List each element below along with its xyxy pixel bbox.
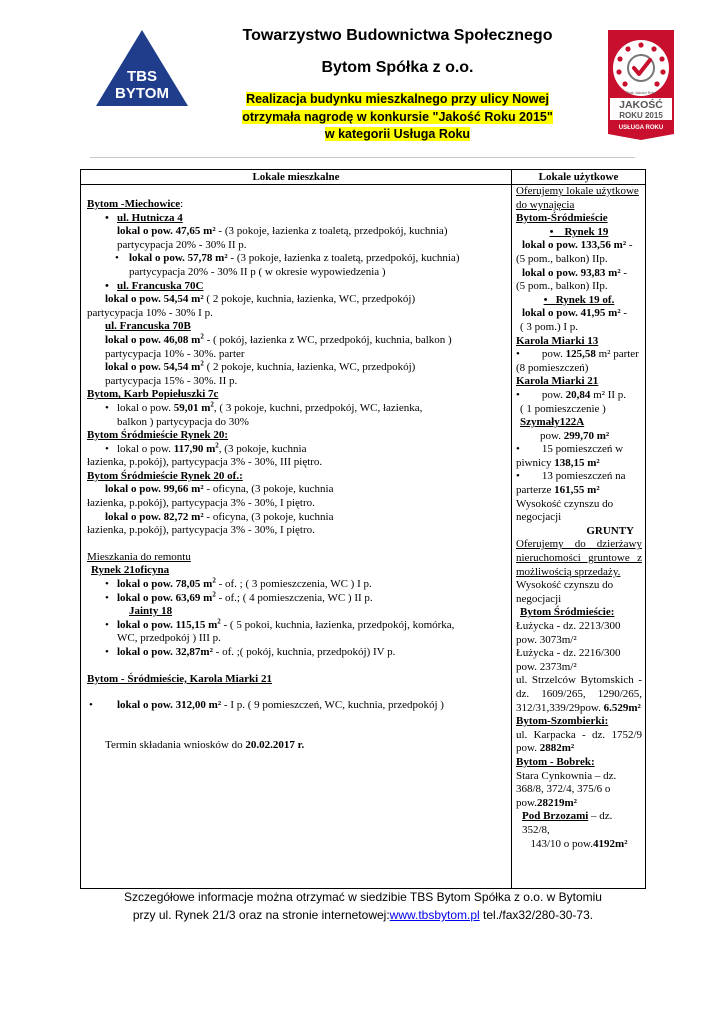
badge-category: USŁUGA ROKU (618, 125, 664, 131)
deadline-date: 20.02.2017 r. (245, 738, 305, 751)
plot-item (516, 770, 642, 811)
superscript: 2 (212, 576, 216, 585)
listing-area: lokal o pow. 47,65 m² (117, 225, 216, 238)
listing-desc: 13 pomieszczeń na (541, 470, 626, 483)
commercial-list (516, 185, 642, 851)
street-rynek-19-of: • Rynek 19 of. (543, 293, 615, 306)
plot-area: pow. 3073m/² (516, 633, 577, 646)
listing-participation: partycypacja 10% - 30%. parter (105, 347, 245, 360)
listing-item (87, 578, 507, 592)
section-szombierki: Bytom-Szombierki: (516, 715, 609, 728)
footer-address: przy ul. Rynek 21/3 oraz na stronie internetowej: (132, 908, 390, 922)
listing-area: lokal o pow. 312,00 m² (117, 699, 222, 712)
column-header-commercial: Lokale użytkowe (538, 171, 619, 183)
rent-negotiable-note: Wysokość czynszu do negocjacji (516, 579, 614, 605)
listing-item (516, 267, 642, 281)
section-bobrek: Bytom - Bobrek: (516, 755, 595, 768)
superscript: 2 (217, 617, 221, 626)
listing-dash: - (620, 307, 628, 320)
listing-area: lokal o pow. 46,08 m (105, 333, 201, 346)
listing-item (87, 361, 507, 375)
listing-item (87, 511, 507, 525)
listing-desc: (5 pom., balkon) IIp. (516, 280, 608, 293)
listing-participation: partycypacja 20% - 30% II p. (117, 238, 247, 251)
street-label: Rynek 19 of. (555, 293, 615, 306)
listing-area: 117,90 m (173, 442, 216, 455)
section-grunty: GRUNTY (586, 524, 634, 537)
listing-item (87, 589, 507, 606)
column-header-residential: Lokale mieszkalne (252, 171, 340, 183)
listing-area: lokal o pow. 41,95 m² (522, 307, 621, 320)
listing-desc-cont (516, 484, 642, 498)
listing-desc-cont: WC, przedpokój ) III p. (117, 632, 221, 645)
section-karola-miarki-21: Karola Miarki 21 (516, 375, 599, 388)
section-srodmiescie: Bytom-Śródmieście (516, 212, 608, 225)
org-name: Towarzystwo Budownictwa Społecznego (242, 27, 553, 44)
street-label: Pod Brzozami (522, 810, 589, 823)
listing-prefix: pow. (540, 429, 564, 442)
street-rynek-19: • Rynek 19 (549, 225, 609, 238)
listing-item (516, 430, 642, 444)
section-rynek-21: Rynek 21oficyna (91, 564, 170, 577)
award-announcement (205, 91, 590, 144)
plot-item (516, 810, 642, 837)
plot-area: 28219m² (536, 796, 577, 809)
listing-item (87, 334, 507, 348)
residential-list (87, 198, 507, 752)
listing-dash: - (626, 239, 633, 252)
announcement-line-2: otrzymała nagrodę w konkursie "Jakość Roku 2015" (242, 109, 553, 124)
announcement-line-3: w kategorii Usługa Roku (324, 127, 471, 141)
listing-participation: partycypacja 10% - 30% I p. (87, 306, 213, 319)
section-jainty: Jainty 18 (129, 605, 173, 618)
footer-line-2 (80, 906, 646, 924)
listing-item (87, 646, 507, 660)
badge-title: JAKOŚĆ (619, 99, 663, 111)
listing-desc: (5 pom., balkon) IIp. (516, 252, 608, 265)
tbs-bytom-logo (96, 30, 188, 106)
logo-text-bytom: BYTOM (115, 85, 169, 102)
logo-text-tbs: TBS (127, 68, 157, 85)
listing-item (87, 402, 507, 416)
org-company: Bytom Spółka z o.o. (321, 59, 474, 76)
street-francuska-70c: • ul. Francuska 70C (87, 280, 507, 294)
listing-desc: - of. ;( pokój, kuchnia, przedpokój) IV p. (212, 646, 396, 658)
plot-desc: ul. Strzelców Bytomskich - dz. 1609/265, 1290/265, 312/31,339/29pow. (516, 674, 642, 714)
plot-area: pow. 2373m/² (516, 660, 577, 673)
section-szymaly: Szymały122A (520, 416, 585, 429)
footer-line-1: Szczegółowe informacje można otrzymać w siedzibie TBS Bytom Spółka z o.o. w Bytomiu (124, 890, 602, 904)
section-karb: Bytom, Karb Popiełuszki 7c (87, 388, 219, 401)
plot-item (516, 674, 642, 715)
street-hutnicza: • ul. Hutnicza 4 (87, 212, 507, 226)
section-grunty-srodmiescie: Bytom Śródmieście: (520, 606, 615, 619)
listing-desc-cont: balkon ) partycypacja do 30% (117, 415, 249, 428)
plot-desc: ul. Karpacka - dz. 1752/9 pow. (516, 728, 642, 755)
listing-area: 299,70 m² (563, 429, 610, 442)
listing-desc: - oficyna, (3 pokoje, kuchnia (203, 510, 334, 523)
listing-area: lokal o pow. 54,54 m (105, 361, 201, 374)
listing-dash: - (620, 266, 628, 279)
listing-item: • pow. 20,84 m² II p. (516, 388, 627, 401)
section-rynek-20-of: Bytom Śródmieście Rynek 20 of.: (87, 469, 243, 482)
listing-desc: - (3 pokoje, łazienka z toaletą, przedpokój, kuchnia) (215, 225, 448, 238)
column-divider (511, 170, 512, 888)
grunty-intro: Oferujemy do dzierżawy nieruchomości gruntowe z możliwością sprzedaży. (516, 538, 642, 578)
section-colon: : (180, 198, 184, 210)
section-renovation: Mieszkania do remontu (87, 550, 191, 563)
listing-desc: ( 2 pokoje, kuchnia, łazienka, WC, przedpokój) (203, 293, 416, 306)
listing-desc: ( 2 pokoje, kuchnia, łazienka, WC, przedpokój) (203, 361, 416, 374)
listing-area: lokal o pow. 82,72 m² (105, 510, 204, 523)
listing-item (87, 483, 507, 497)
listing-area: lokal o pow. 115,15 m (117, 618, 218, 631)
listing-desc: 15 pomieszczeń w (541, 443, 624, 456)
header-divider (90, 157, 635, 158)
listing-desc: - I p. ( 9 pomieszczeń, WC, kuchnia, przedpokój ) (221, 699, 444, 712)
quality-award-badge (604, 30, 678, 140)
listing-area: 59,01 m (173, 401, 211, 414)
section-karola-miarki-13: Karola Miarki 13 (516, 334, 599, 347)
street-francuska-70b: ul. Francuska 70B (105, 320, 191, 333)
listing-prefix: pow. (541, 348, 566, 361)
plot-desc: 143/10 o pow. (530, 837, 594, 850)
superscript: 2 (210, 400, 214, 409)
listing-desc: , ( 3 pokoje, kuchni, przedpokój, WC, łazienka, (213, 401, 423, 414)
deadline-note (87, 739, 507, 753)
section-miechowice (87, 198, 507, 212)
superscript: 2 (200, 332, 204, 341)
contact-footer (80, 888, 646, 924)
badge-year: ROKU 2015 (619, 111, 663, 120)
listing-participation: partycypacja 15% - 30%. II p. (105, 374, 238, 387)
rent-negotiable-note: Wysokość czynszu do negocjacji (516, 497, 614, 524)
plot-desc: Stara Cynkownia – dz. 368/8, 372/4, 375/6 o pow. (516, 769, 617, 809)
listing-item (87, 252, 507, 266)
listing-desc: - of. ; ( 3 pomieszczenia, WC ) I p. (215, 578, 372, 591)
listing-desc: - ( pokój, łazienka z WC, przedpokój, kuchnia, balkon ) (203, 333, 452, 346)
listing-item: • 13 pomieszczeń na (516, 470, 626, 483)
plot-area: 2882m² (539, 742, 575, 755)
listing-item (516, 239, 642, 253)
plot-item (516, 729, 642, 756)
superscript: 2 (215, 441, 219, 450)
deadline-label: Termin składania wniosków do (105, 738, 246, 751)
listing-prefix: parterze (516, 484, 555, 497)
listing-desc-cont: łazienka, p.pokój), partycypacja 3% - 30%, III piętro. (87, 456, 323, 469)
section-karola-miarki: Bytom - Śródmieście, Karola Miarki 21 (87, 672, 272, 685)
listing-area: lokal o pow. 78,05 m (117, 578, 213, 591)
listing-item (87, 443, 507, 457)
listing-desc-cont (516, 457, 642, 471)
superscript: 2 (200, 359, 204, 368)
plot-desc: – dz. 352/8, (522, 810, 613, 836)
plot-item: Łużycka - dz. 2216/300 (516, 647, 621, 660)
listing-item (87, 619, 507, 633)
plot-item: Łużycka - dz. 2213/300 (516, 620, 621, 632)
listing-item (516, 307, 642, 321)
listing-area: lokal o pow. 99,66 m² (105, 483, 204, 496)
listing-desc: m² II p. (590, 388, 627, 401)
listing-prefix: pow. (541, 388, 566, 401)
section-rynek-20: Bytom Śródmieście Rynek 20: (87, 429, 229, 442)
announcement-line-1: Realizacja budynku mieszkalnego przy ulicy Nowej (246, 92, 549, 106)
listing-item (87, 225, 507, 239)
listing-area: lokal o pow. 63,69 m (117, 591, 213, 604)
listing-desc: - oficyna, (3 pokoje, kuchnia (203, 483, 334, 496)
listing-area: lokal o pow. 57,78 m² (129, 252, 228, 265)
footer-phone: tel./fax32/280-30-73. (479, 908, 594, 922)
listing-area: lokal o pow. 54,54 m² (105, 293, 204, 306)
plot-area: 4192m² (593, 837, 628, 850)
superscript: 2 (212, 589, 216, 598)
listing-area: 125,58 (565, 348, 596, 361)
listing-item: • lokal o pow. 312,00 m² - I p. ( 9 pomieszczeń, WC, kuchnia, przedpokój ) (89, 699, 444, 712)
plot-item (516, 838, 642, 852)
listing-prefix: piwnicy (516, 456, 555, 469)
listing-desc-cont: ( 1 pomieszczenie ) (520, 402, 606, 415)
listing-desc: m² parter (595, 348, 639, 361)
listing-desc: - (3 pokoje, łazienka z toaletą, przedpokój, kuchnia) (227, 252, 460, 265)
street-label: Rynek 19 (564, 225, 609, 238)
listing-area: lokal o pow. 93,83 m² (522, 266, 621, 279)
plot-area: 6.529m² (603, 701, 641, 714)
listing-participation: partycypacja 20% - 30% II p ( w okresie wypowiedzenia ) (129, 265, 386, 278)
listing-desc: - ( 5 pokoi, kuchnia, łazienka, przedpokój, komórka, (220, 618, 455, 631)
listing-area: 138,15 m² (554, 456, 600, 469)
listing-prefix: lokal o pow. (117, 442, 174, 455)
listing-desc: , (3 pokoje, kuchnia (218, 442, 307, 455)
offers-table (80, 169, 646, 889)
listing-desc-cont: łazienka, p.pokój), partycypacja 3% - 30%, I piętro. (87, 497, 315, 510)
listing-desc-cont: (8 pomieszczeń) (516, 361, 589, 374)
listing-item (87, 293, 507, 307)
listing-item: • pow. 125,58 m² parter (516, 348, 639, 361)
commercial-intro: Oferujemy lokale użytkowe do wynajęcia (516, 185, 639, 211)
listing-prefix: lokal o pow. (117, 401, 174, 414)
listing-area: 161,55 m² (554, 484, 600, 497)
listing-area: lokal o pow. 32,87m² (117, 646, 213, 658)
section-title: Bytom -Miechowice (87, 198, 181, 210)
listing-desc: ( 3 pom.) I p. (520, 320, 579, 333)
badge-ribbon: Znak Jakości Roku (625, 91, 657, 95)
listing-area: lokal o pow. 133,56 m² (522, 239, 627, 252)
listing-desc-cont: łazienka, p.pokój), partycypacja 3% - 30%, I piętro. (87, 524, 315, 537)
website-link[interactable]: www.tbsbytom.pl (389, 908, 480, 922)
listing-desc: - of.; ( 4 pomieszczenia, WC ) II p. (215, 591, 373, 604)
listing-area: 20,84 (565, 388, 591, 401)
listing-item: • 15 pomieszczeń w (516, 443, 624, 456)
